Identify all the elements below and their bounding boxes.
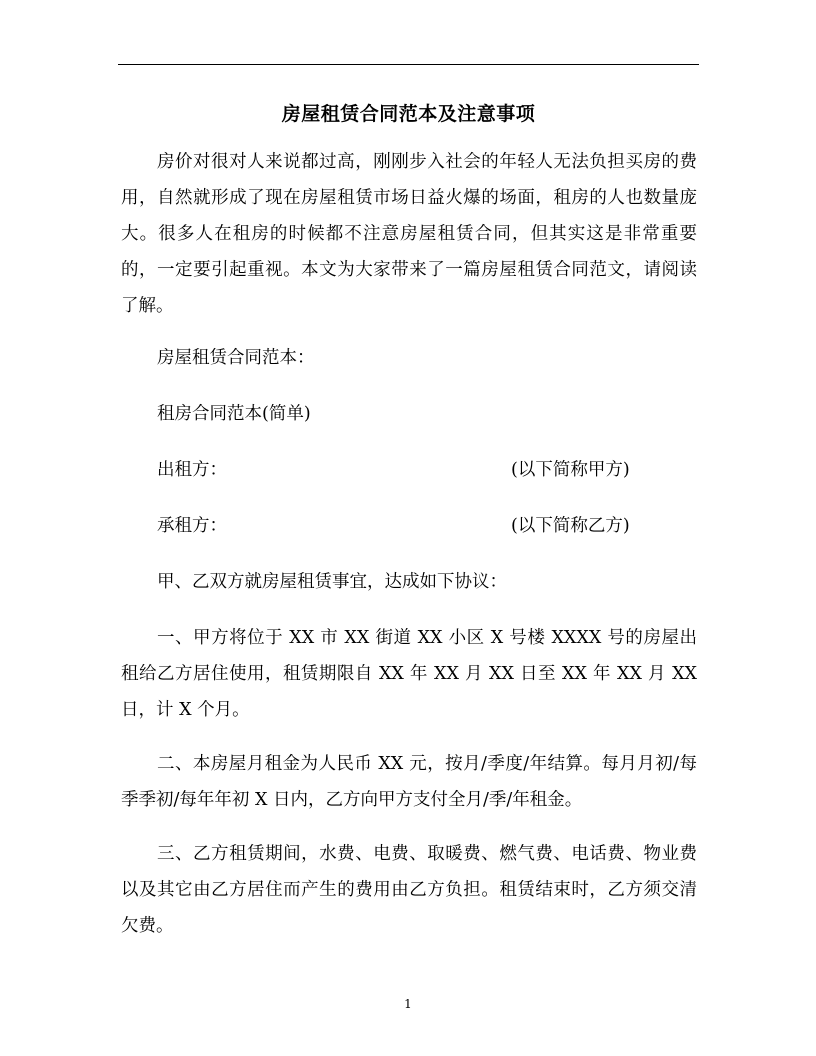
page-number: 1: [404, 997, 412, 1011]
lessor-label: 出租方：: [157, 460, 227, 480]
lessee-label: 承租方：: [157, 516, 227, 536]
lessor-row: [121, 452, 697, 488]
clause-1: 一、甲方将位于 XX 市 XX 街道 XX 小区 X 号楼 XXXX 号的房屋出租给乙方居住使用，租赁期限自 XX 年 XX 月 XX 日至 XX 年 XX 月 XX 日，计 X 个月。: [121, 628, 697, 720]
section-heading: 房屋租赁合同范本：: [157, 348, 315, 368]
lessee-note: (以下简称乙方): [511, 516, 630, 536]
intro-paragraph: 房价对很对人来说都过高，刚刚步入社会的年轻人无法负担买房的费用，自然就形成了现在房屋租赁市场日益火爆的场面，租房的人也数量庞大。很多人在租房的时候都不注意房屋租赁合同，但其实这是非常重要的，一定要引起重视。本文为大家带来了一篇房屋租赁合同范文，请阅读了解。: [121, 152, 697, 316]
header-rule: [118, 64, 699, 65]
contract-subheading: 租房合同范本(简单): [157, 404, 311, 424]
clause-3: 三、乙方租赁期间，水费、电费、取暖费、燃气费、电话费、物业费以及其它由乙方居住而产生的费用由乙方负担。租赁结束时，乙方须交清欠费。: [121, 844, 697, 936]
lessor-note: (以下简称甲方): [511, 460, 630, 480]
lessee-row: [121, 508, 697, 544]
clause-2: 二、本房屋月租金为人民币 XX 元，按月/季度/年结算。每月月初/每季季初/每年年初 X 日内，乙方向甲方支付全月/季/年租金。: [121, 754, 697, 810]
agreement-intro: 甲、乙双方就房屋租赁事宜，达成如下协议：: [157, 572, 507, 592]
document-title: 房屋租赁合同范本及注意事项: [281, 103, 536, 125]
